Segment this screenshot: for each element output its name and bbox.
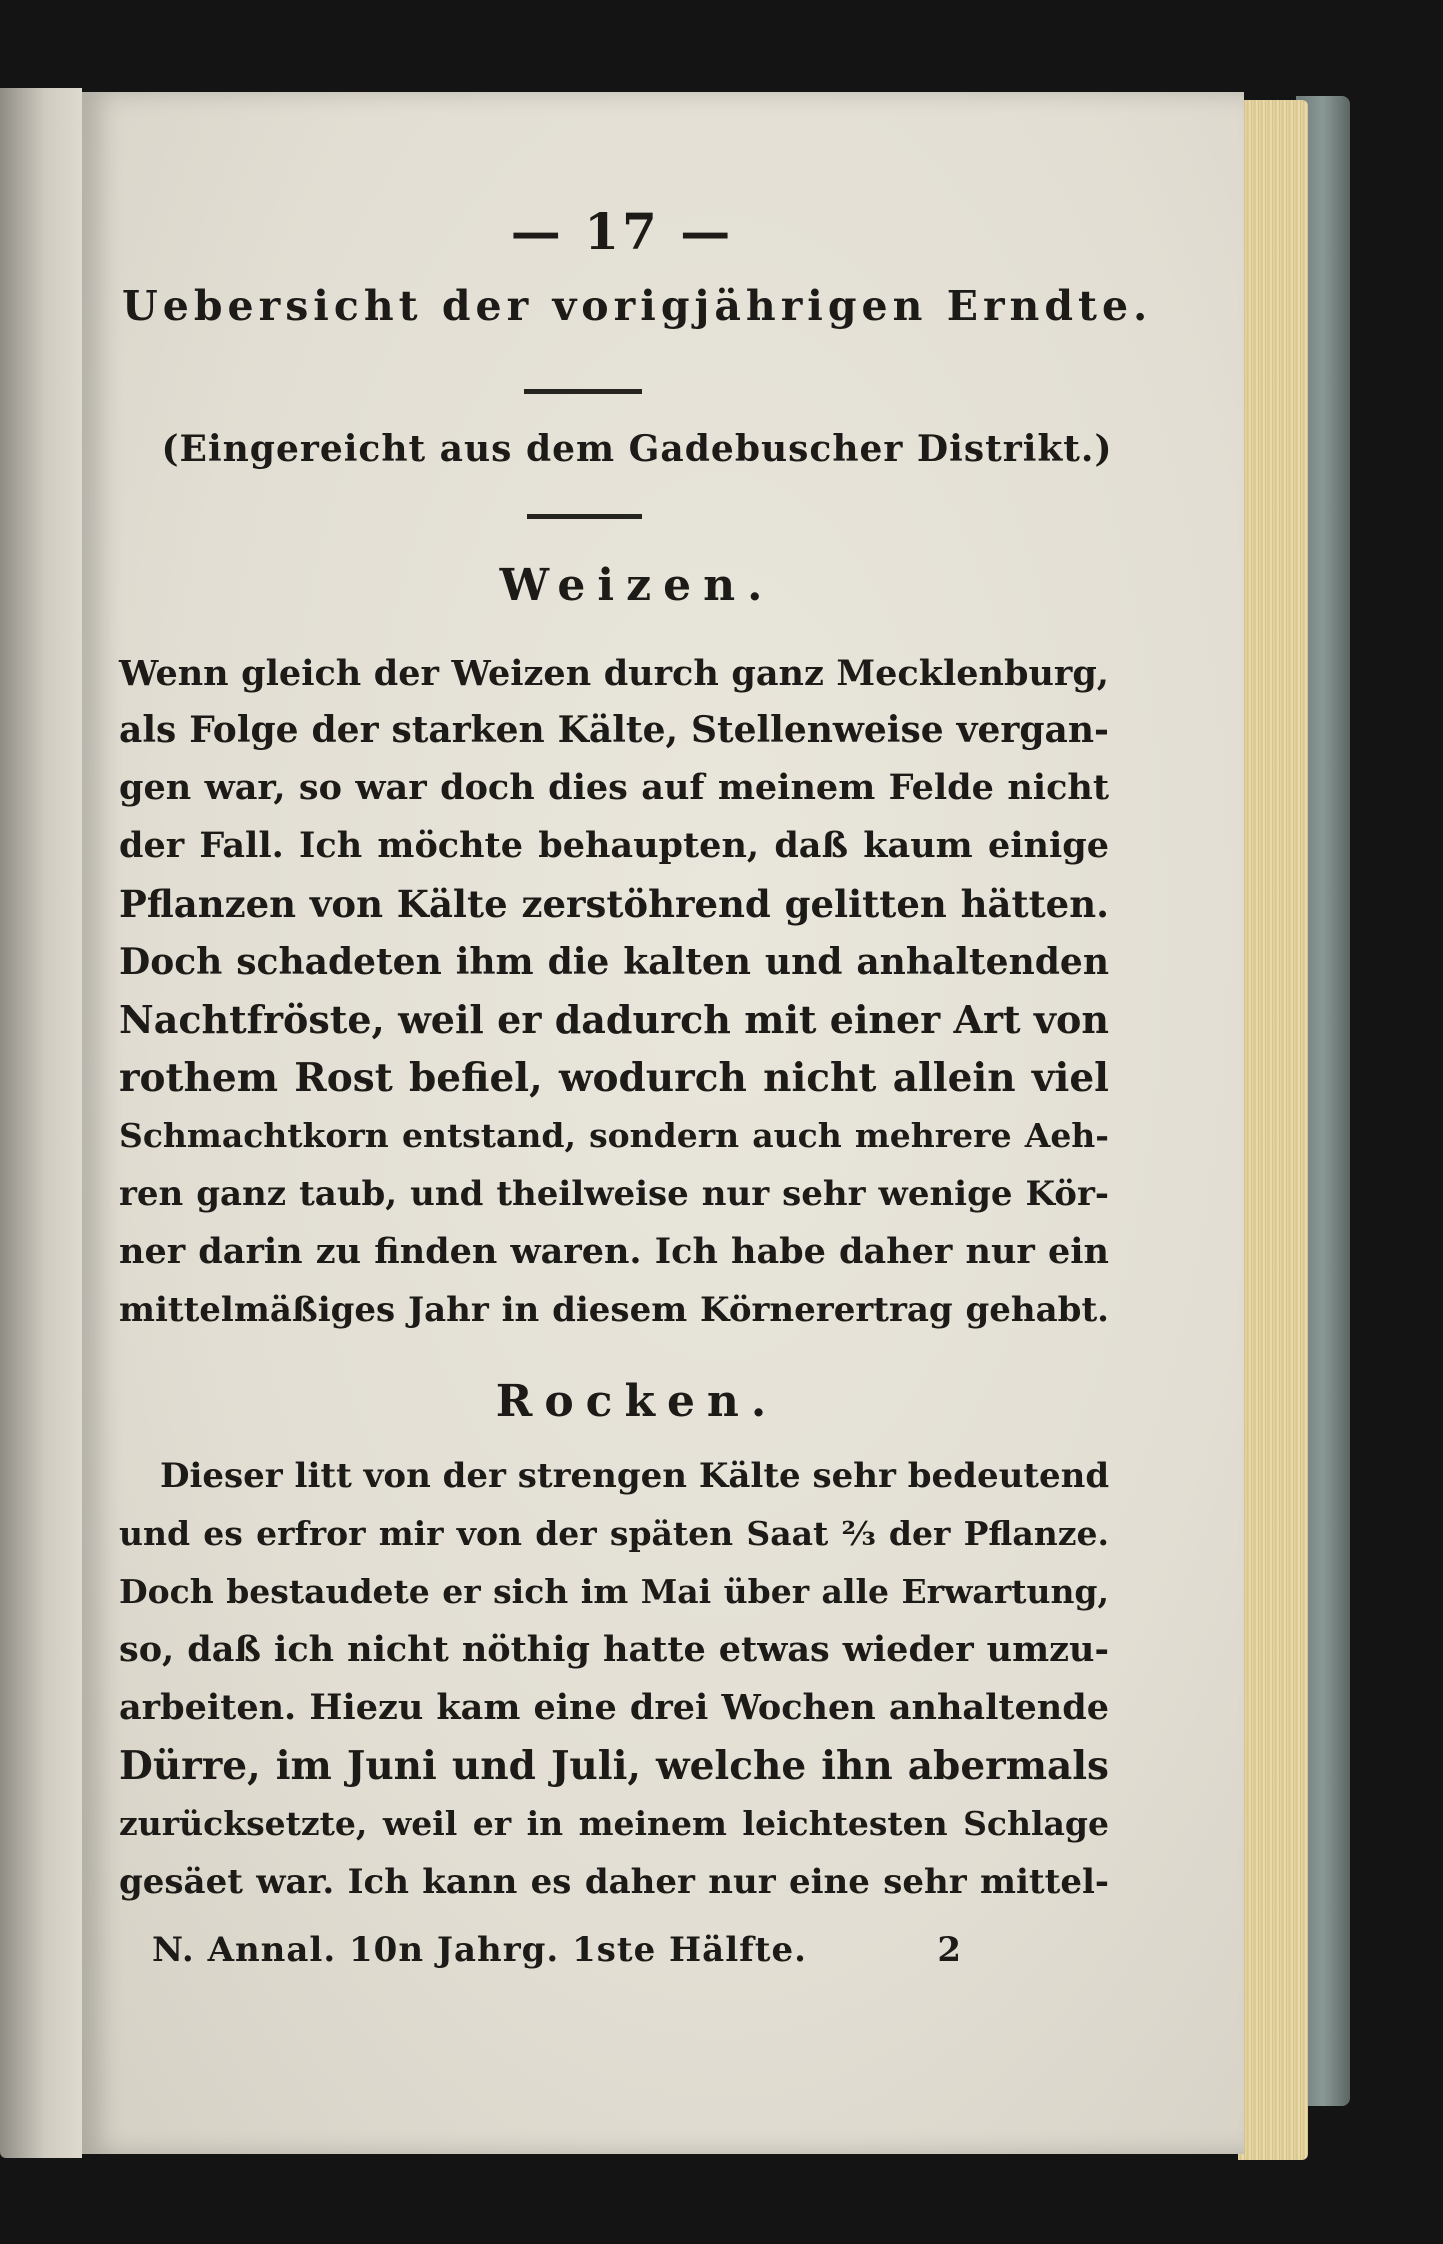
text-line: Wenn gleich der Weizen durch ganz Mecklenburg, <box>119 653 1109 694</box>
text-line: und es erfror mir von der späten Saat ⅔ der Pflanze. <box>119 1514 1109 1553</box>
section-heading-weizen: Weizen. <box>499 560 775 611</box>
text-line: rothem Rost befiel, wodurch nicht allein viel <box>119 1055 1109 1101</box>
text-line: Dürre, im Juni und Juli, welche ihn abermals <box>119 1743 1109 1789</box>
page-title: Uebersicht der vorigjährigen Erndte. <box>122 282 1153 330</box>
text-line: Dieser litt von der strengen Kälte sehr bedeutend <box>160 1456 1110 1496</box>
text-line: zurücksetzte, weil er in meinem leichtesten Schlage <box>119 1804 1109 1843</box>
text-line: als Folge der starken Kälte, Stellenweise vergan- <box>119 709 1109 751</box>
divider-rule <box>524 389 642 394</box>
text-line: Pflanzen von Kälte zerstöhrend gelitten hätten. <box>119 882 1109 926</box>
text-line: so, daß ich nicht nöthig hatte etwas wieder umzu- <box>119 1629 1109 1670</box>
text-line: ner darin zu finden waren. Ich habe daher nur ein <box>119 1231 1109 1272</box>
text-line: arbeiten. Hiezu kam eine drei Wochen anhaltende <box>119 1687 1109 1728</box>
signature-mark: 2 <box>937 1930 962 1970</box>
footer-source: N. Annal. 10n Jahrg. 1ste Hälfte. <box>152 1930 807 1970</box>
text-line: Schmachtkorn entstand, sondern auch mehrere Aeh- <box>119 1116 1109 1155</box>
text-line: mittelmäßiges Jahr in diesem Körnerertrag gehabt. <box>119 1290 1109 1330</box>
section-heading-rocken: Rocken. <box>495 1376 779 1427</box>
page-number: — 17 — <box>510 202 734 261</box>
divider-rule <box>527 514 642 519</box>
text-line: Doch schadeten ihm die kalten und anhaltenden <box>119 941 1109 983</box>
text-line: Nachtfröste, weil er dadurch mit einer Art von <box>119 997 1109 1042</box>
text-line: gesäet war. Ich kann es daher nur eine sehr mittel- <box>119 1862 1109 1902</box>
subtitle: (Eingereicht aus dem Gadebuscher Distrikt.) <box>161 428 1113 470</box>
text-line: Doch bestaudete er sich im Mai über alle Erwartung, <box>119 1572 1109 1611</box>
text-line: ren ganz taub, und theilweise nur sehr wenige Kör- <box>119 1174 1109 1214</box>
page-edges <box>1238 100 1308 2160</box>
page-footer <box>152 1930 1112 1970</box>
text-line: der Fall. Ich möchte behaupten, daß kaum einige <box>119 825 1109 866</box>
facing-page-edge <box>0 88 82 2158</box>
text-line: gen war, so war doch dies auf meinem Felde nicht <box>119 767 1109 808</box>
book-page <box>82 92 1244 2154</box>
